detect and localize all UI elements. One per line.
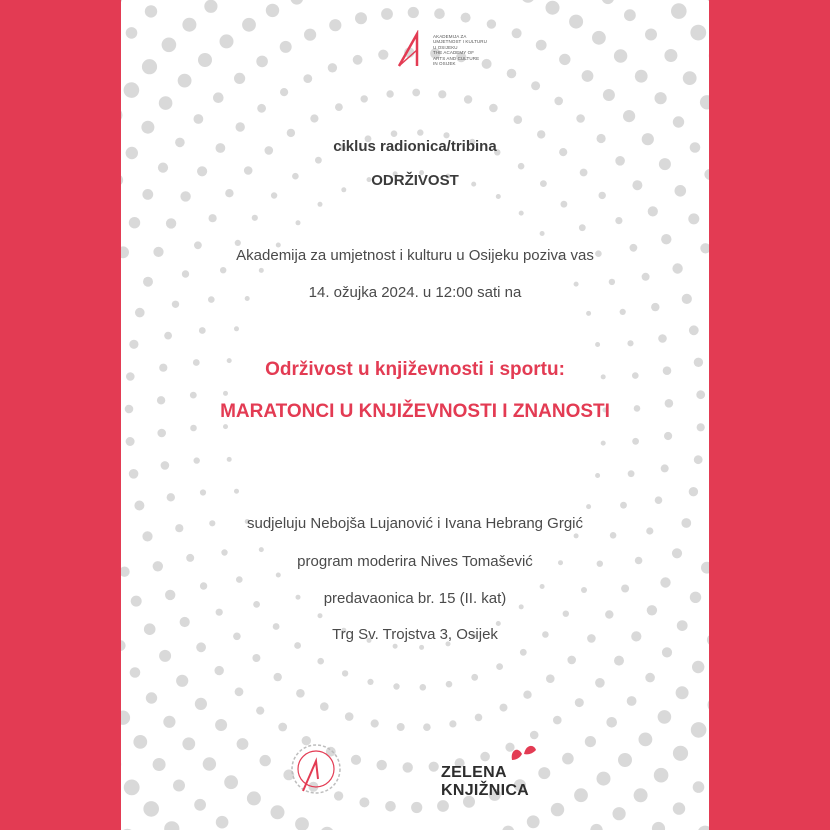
invitation-line-2: 14. ožujka 2024. u 12:00 sati na	[308, 284, 522, 301]
cycle-label: ciklus radionica/tribina	[333, 138, 497, 155]
moderator: program moderira Nives Tomašević	[297, 553, 533, 570]
leaf-logo-icon	[508, 742, 538, 764]
academy-logo-text: AKADEMIJA ZA UMJETNOST I KULTURU U OSIJEKU THE ACADEMY OF ARTS AND CULTURE IN OSIJEK	[433, 34, 487, 67]
left-red-band	[0, 0, 121, 830]
event-subtitle: Održivost u književnosti i sportu:	[265, 359, 565, 380]
zelena-knjiznica-logo	[436, 742, 546, 802]
poster	[121, 0, 709, 830]
room: predavaonica br. 15 (II. kat)	[323, 590, 507, 607]
event-title: MARATONCI U KNJIŽEVNOSTI I ZNANOSTI	[220, 401, 610, 422]
right-red-band	[709, 0, 830, 830]
participants: sudjeluju Nebojša Lujanović i Ivana Hebrang Grgić	[246, 515, 584, 532]
zelena-knjiznica-text: ZELENA KNJIŽNICA	[441, 764, 530, 799]
academy-logo	[395, 30, 525, 92]
sustainability-circle-logo-icon	[281, 735, 351, 803]
theme-label: ODRŽIVOST	[371, 172, 459, 189]
invitation-line-1: Akademija za umjetnost i kulturu u Osijeku poziva vas	[236, 247, 594, 264]
address: Trg Sv. Trojstva 3, Osijek	[332, 626, 498, 643]
academy-a-icon	[395, 30, 435, 70]
